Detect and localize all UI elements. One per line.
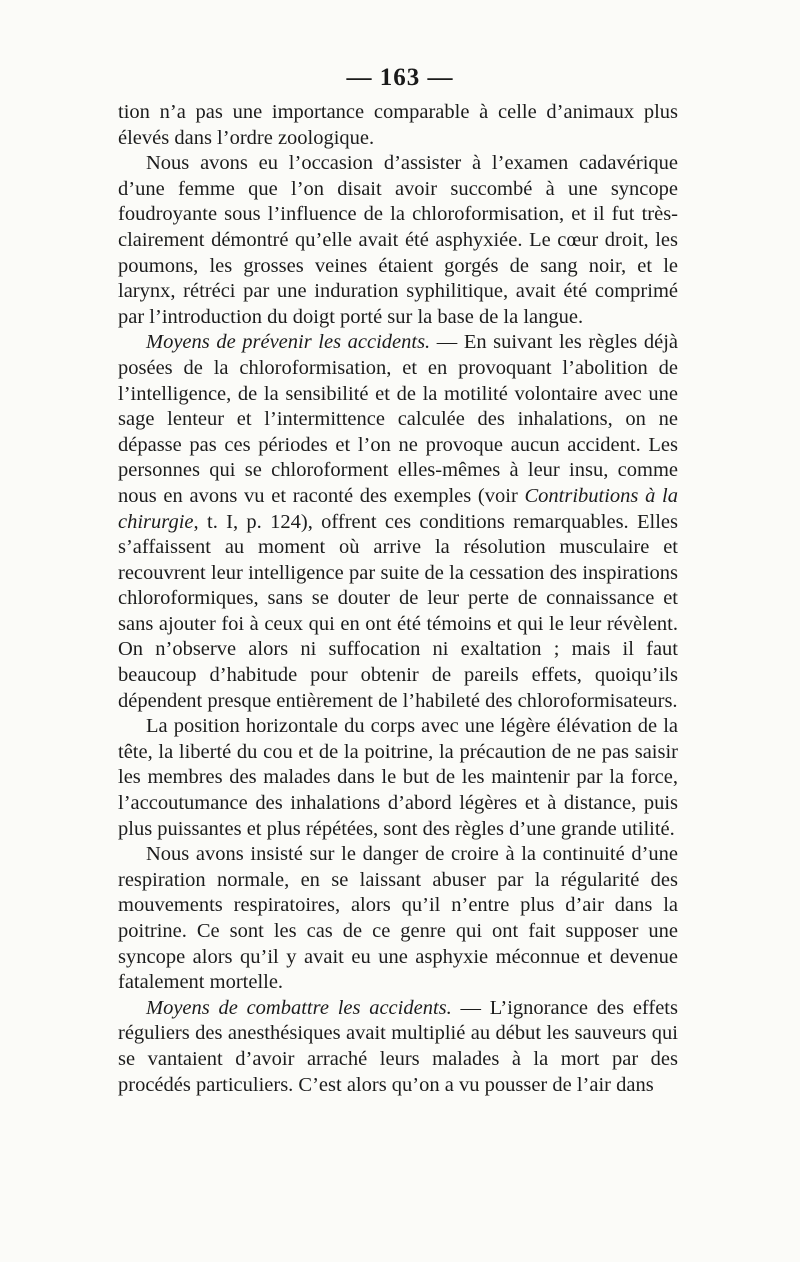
paragraph bbox=[118, 100, 678, 151]
italic-reference: Contributions à la chirurgie bbox=[118, 484, 679, 533]
page-number: — 163 — bbox=[346, 64, 454, 91]
paragraph-text: tion n’a pas une importance comparable à celle d’animaux plus élevés dans l’ordre zoologique. bbox=[118, 101, 678, 149]
paragraph-text: — L’ignorance des effets réguliers des anesthésiques avait multiplié au début les sauveurs qui se vantaient d’avoir arraché leurs malades à la mort par des procédés particuliers. C’est alors qu’on a vu pousser de l’air dans bbox=[118, 996, 678, 1096]
paragraph bbox=[118, 842, 678, 996]
paragraph bbox=[118, 714, 678, 842]
section-heading: Moyens de combattre les accidents. bbox=[146, 996, 452, 1019]
paragraph bbox=[118, 151, 678, 330]
paragraph-text: Nous avons insisté sur le danger de croire à la continuité d’une respiration normale, en se laissant abuser par la régularité des mouvements respiratoires, alors qu’il n’entre plus d’air dans la poitrine. Ce sont les cas de ce genre qui ont fait supposer une syncope alors qu’il y avait eu une asphyxie méconnue et devenue fatalement mortelle. bbox=[118, 843, 678, 994]
paragraph-text: La position horizontale du corps avec une légère élévation de la tête, la liberté du cou et de la poitrine, la précaution de ne pas saisir les membres des malades dans le but de les maintenir par la force, l’accoutumance des inhalations d’abord légères et à distance, puis plus puissantes et plus répétées, sont des règles d’une grande utilité. bbox=[118, 715, 678, 840]
section-heading: Moyens de prévenir les accidents. bbox=[146, 331, 431, 354]
paragraph-text: , t. I, p. 124), offrent ces conditions remarquables. Elles s’affaissent au moment où arrive la résolution musculaire et recouvrent leur intelligence par suite de la cessation des inspirations chloroformiques, sans se douter de leur perte de connaissance et sans ajouter foi à ceux qui en ont été témoins et qui le leur révèlent. On n’observe alors ni suffocation ni exaltation ; mais il faut beaucoup d’habitude pour obtenir de pareils effets, quoiqu’ils dépendent presque entièrement de l’habileté des chloroformisateurs. bbox=[118, 510, 678, 712]
paragraph-text: — En suivant les règles déjà posées de la chloroformisation, et en provoquant l’abolition de l’intelligence, de la sensibilité et de la motilité volontaire avec une sage lenteur et l’intermittence calculée des inhalations, on ne dépasse pas ces périodes et l’on ne provoque aucun accident. Les personnes qui se chloroforment elles-mêmes à leur insu, comme nous en avons vu et raconté des exemples (voir bbox=[118, 331, 678, 507]
paragraph-text: Nous avons eu l’occasion d’assister à l’examen cadavérique d’une femme que l’on disait avoir succombé à une syncope foudroyante sous l’influence de la chloroformisation, et il fut très-clairement démontré qu’elle avait été asphyxiée. Le cœur droit, les poumons, les grosses veines étaient gorgés de sang noir, et le larynx, rétréci par une induration syphilitique, avait été comprimé par l’introduction du doigt porté sur la base de la langue. bbox=[118, 152, 678, 328]
paragraph bbox=[118, 330, 678, 714]
paragraph bbox=[118, 996, 678, 1098]
body-text bbox=[118, 100, 678, 1098]
